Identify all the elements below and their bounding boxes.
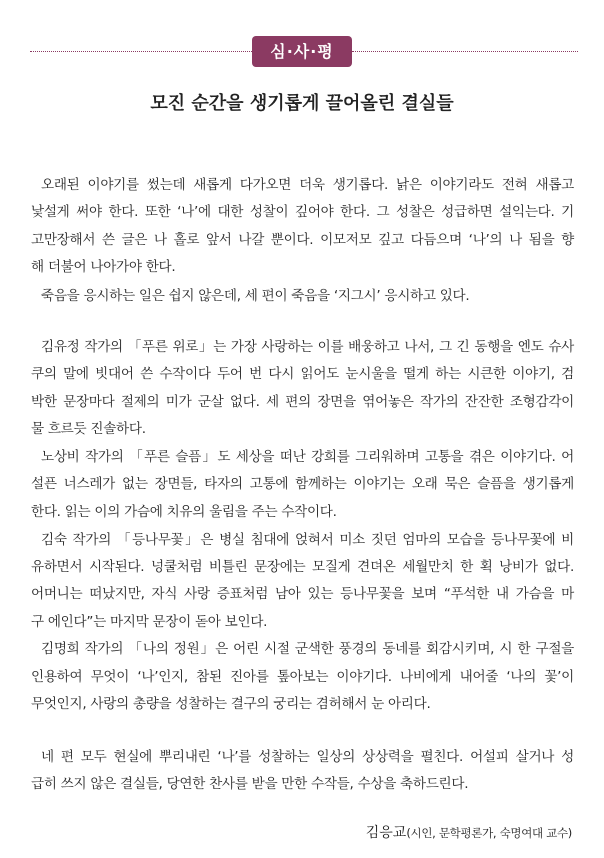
paragraph-line: 설픈 너스레가 없는 장면들, 타자의 고통에 함께하는 이야기는 오래 묵은 슬픔을 생기롭게 <box>31 476 574 492</box>
paragraph-line: 한다. 읽는 이의 가슴에 치유의 울림을 주는 수작이다. <box>31 504 337 520</box>
paragraph-line: 김유정 작가의 「푸른 위로」는 가장 사랑하는 이를 배웅하고 나서, 그 긴 동행을 엔도 슈사 <box>41 339 574 355</box>
paragraph-line: 쿠의 말에 빗대어 쓴 수작이다 두어 번 다시 읽어도 눈시울을 떨게 하는 시큰한 이야기, 검 <box>31 366 574 382</box>
paragraph-line: 낯설게 써야 한다. 또한 ‘나’에 대한 성찰이 깊어야 한다. 그 성찰은 성급하면 설익는다. 기 <box>31 204 574 220</box>
signature-name: 김응교 <box>365 825 407 841</box>
section-badge: 심·사·평 <box>252 36 352 67</box>
paragraph-line: 고만장해서 쓴 글은 나 홀로 앞서 나갈 뿐이다. 이모저모 깊고 다듬으며 ‘나’의 나 됨을 향 <box>31 232 574 248</box>
paragraph-line: 해 더불어 나아가야 한다. <box>31 259 176 275</box>
header-divider-left <box>30 51 252 52</box>
paragraph-line: 어머니는 떠났지만, 자식 사랑 증표처럼 남아 있는 등나무꽃을 보며 “푸석한 내 가슴을 마 <box>31 586 574 602</box>
paragraph-line: 죽음을 응시하는 일은 쉽지 않은데, 세 편이 죽음을 ‘지그시’ 응시하고 있다. <box>41 288 470 304</box>
paragraph-line: 유하면서 시작된다. 넝쿨처럼 비틀린 문장에는 모질게 견뎌온 세월만치 한 획 낭비가 없다. <box>31 559 574 575</box>
header-divider-right <box>352 51 578 52</box>
paragraph-line: 물 흐르듯 진솔하다. <box>31 421 146 437</box>
article-title: 모진 순간을 생기롭게 끌어올린 결실들 <box>150 93 454 114</box>
paragraph-line: 노상비 작가의 「푸른 슬픔」도 세상을 떠난 강희를 그리워하며 고통을 겪은 이야기다. 어 <box>41 449 574 465</box>
paragraph-line: 구 에인다”는 마지막 문장이 돋아 보인다. <box>31 614 268 630</box>
paragraph-line: 네 편 모두 현실에 뿌리내린 ‘나’를 성찰하는 일상의 상상력을 펼친다. 어설피 살거나 성 <box>41 749 574 765</box>
paragraph-line: 오래된 이야기를 썼는데 새롭게 다가오면 더욱 생기롭다. 낡은 이야기라도 전혀 새롭고 <box>41 177 574 193</box>
paragraph-line: 무엇인지, 사랑의 총량을 성찰하는 결구의 궁리는 겸허해서 눈 아리다. <box>31 696 431 712</box>
signature-affiliation: (시인, 문학평론가, 숙명여대 교수) <box>406 826 572 840</box>
paragraph-line: 인용하여 무엇이 ‘나’인지, 참된 진아를 톺아보는 이야기다. 나비에게 내어줄 ‘나의 꽃’이 <box>31 669 574 685</box>
paragraph-line: 박한 문장마다 절제의 미가 군살 없다. 세 편의 장면을 엮어놓은 작가의 잔잔한 조형감각이 <box>31 394 574 410</box>
paragraph-line: 김명희 작가의 「나의 정원」은 어린 시절 군색한 풍경의 동네를 회감시키며, 시 한 구절을 <box>41 641 574 657</box>
paragraph-line: 급히 쓰지 않은 결실들, 당연한 찬사를 받을 만한 수작들, 수상을 축하드린다. <box>31 776 469 792</box>
paragraph-line: 김숙 작가의 「등나무꽃」은 병실 침대에 얹혀서 미소 짓던 엄마의 모습을 등나무꽃에 비 <box>41 532 574 548</box>
signature <box>366 822 572 842</box>
